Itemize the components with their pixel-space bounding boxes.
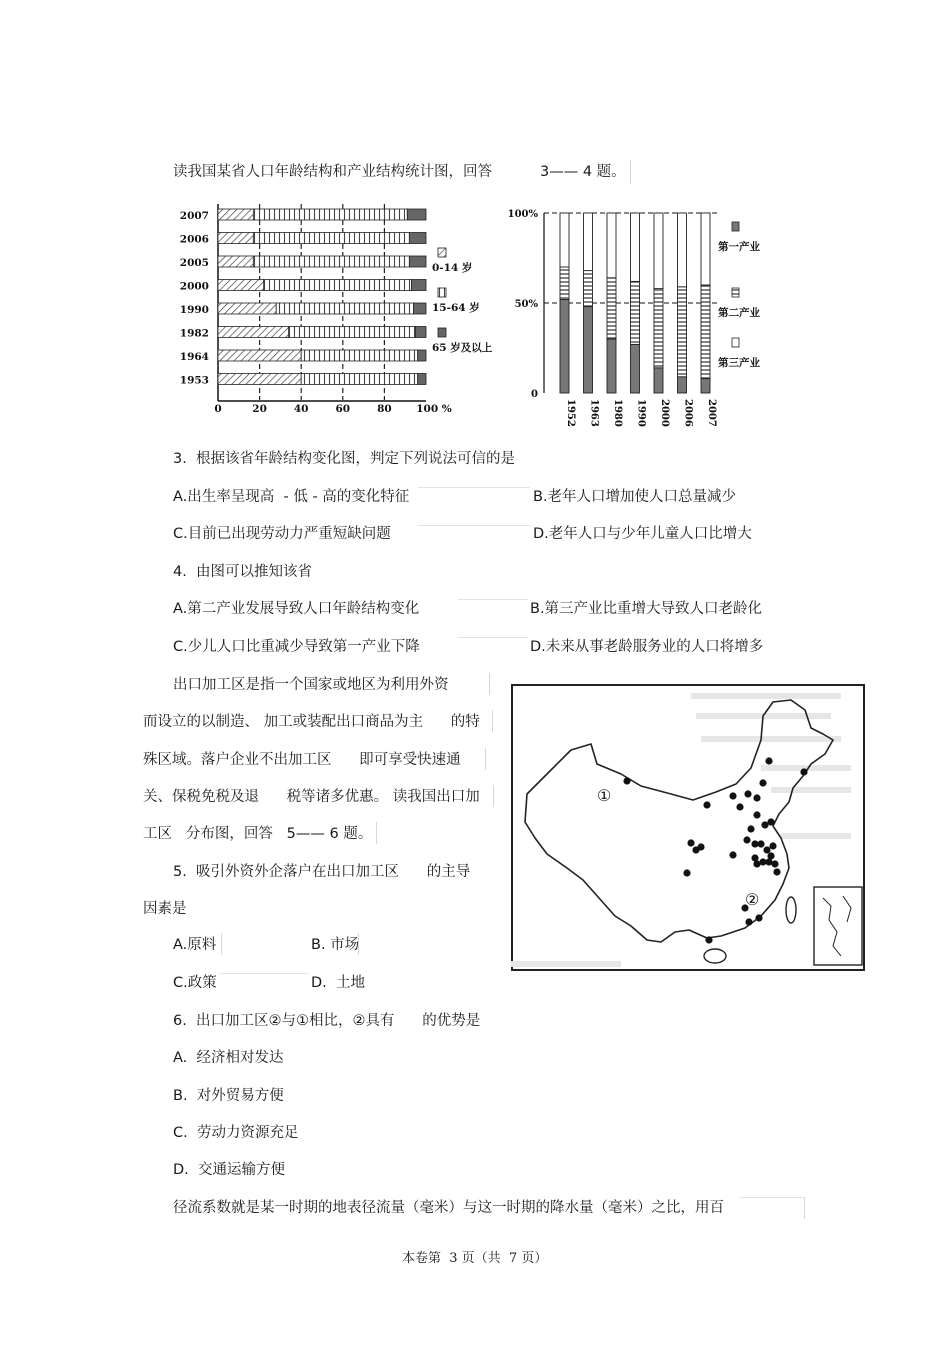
year-label: 1953 [179,374,209,387]
bar-segment [411,280,426,291]
year-label: 2006 [682,399,694,427]
passage-line: 殊区域。落户企业不出加工区 即可享受快速通 [143,752,461,768]
zone-marker [753,794,760,801]
text-edge [485,748,486,770]
zone-marker [729,792,736,799]
legend-swatch [732,338,739,347]
rule [220,973,308,974]
tick-label: 0 [531,389,538,400]
zone-label-2: ② [745,890,760,909]
q6-stem: 6. 出口加工区②与①相比，②具有 的优势是 [173,1013,481,1029]
q3-stem: 3. 根据该省年龄结构变化图，判定下列说法可信的是 [173,451,516,467]
year-label: 2000 [179,280,209,293]
zone-marker [767,818,774,825]
passage-line: 出口加工区是指一个国家或地区为利用外资 [173,677,449,693]
bar-segment [654,289,663,368]
year-label: 2007 [179,210,209,222]
zone-marker [753,811,760,818]
bar-segment [584,271,593,307]
export-zone-map [511,684,865,971]
page-footer: 本卷第 3 页（共 7 页） [402,1251,548,1266]
year-label: 2005 [179,257,209,269]
rule [740,1197,804,1198]
bar-segment [560,213,569,267]
q4-stem: 4. 由图可以推知该省 [173,564,313,580]
bar-segment [584,307,593,393]
passage-line: 而设立的以制造、 加工或装配出口商品为主 的特 [143,714,480,730]
tick-label: 60 [335,403,351,415]
zone-marker [763,846,770,853]
bar-segment [701,285,710,379]
bar-segment [631,344,640,393]
passage-line: 关、保税免税及退 税等诸多优惠。 读我国出口加 [143,789,480,805]
south-sea-inset [814,887,862,965]
text-edge [492,710,493,732]
q3-option-b[interactable]: B.老年人口增加使人口总量减少 [533,489,737,505]
q4-option-d[interactable]: D.未来从事老龄服务业的人口将增多 [530,639,764,655]
bar-segment [301,350,417,361]
industry-structure-chart [500,196,790,432]
tick-label: 100% [507,209,538,220]
bar-segment [218,256,253,267]
text-edge [376,822,377,844]
q5-stem: 5. 吸引外资外企落户在出口加工区 的主导 [173,864,471,880]
bar-segment [276,303,413,314]
legend-swatch [732,288,739,297]
year-label: 1964 [179,351,209,363]
text-edge [358,933,359,955]
bar-segment [218,350,301,361]
q5-stem-continued: 因素是 [143,901,187,917]
zone-marker [757,840,764,847]
year-label: 2000 [659,399,670,427]
year-label: 1990 [179,304,209,316]
q4-option-a[interactable]: A.第二产业发展导致人口年龄结构变化 [173,601,420,617]
rule [458,637,528,638]
bar-segment [407,209,426,220]
zone-marker [747,825,754,832]
bar-segment [218,209,253,220]
zone-marker [759,779,766,786]
bar-segment [701,379,710,393]
text-edge [493,785,494,807]
year-label: 1963 [588,399,600,427]
bar-segment [560,299,569,393]
legend-swatch [438,328,446,337]
zone-marker [736,803,743,810]
zone-marker [745,918,752,925]
tick-label: 20 [252,403,267,415]
rule [418,525,530,526]
tick-label: 80 [377,403,392,415]
legend-swatch [438,288,446,297]
bar-segment [678,213,687,287]
age-structure-chart [172,196,500,418]
year-label: 1952 [565,399,576,427]
legend-label: 65 岁及以上 [432,342,493,354]
zone-marker [683,869,690,876]
q5-option-b[interactable]: B. 市场 [311,937,360,953]
zone-marker [692,846,699,853]
text-edge [221,933,222,955]
bar-segment [678,287,687,377]
zone-marker [771,860,778,867]
q6-option-b[interactable]: B. 对外贸易方便 [173,1088,284,1104]
intro-text: 读我国某省人口年龄结构和产业结构统计图，回答 3—— 4 题。 [173,164,626,180]
legend-label: 第二产业 [718,307,760,319]
zone-marker [769,842,776,849]
zone-marker [729,851,736,858]
bar-segment [560,267,569,299]
rule [458,599,528,600]
bar-segment [289,327,416,338]
tick-label: 50% [514,299,538,310]
q5-option-c[interactable]: C.政策 [173,975,217,991]
bar-segment [416,327,426,338]
bar-segment [418,374,426,385]
legend-label: 0-14 岁 [432,262,473,274]
bar-segment [654,368,663,393]
year-label: 1980 [612,399,623,427]
legend-swatch [732,222,739,231]
rule [418,487,530,488]
zone-marker [743,836,750,843]
bar-segment [218,303,276,314]
bar-segment [301,374,417,385]
bar-segment [218,233,253,244]
bar-segment [409,233,426,244]
q6-option-d[interactable]: D. 交通运输方便 [173,1162,285,1178]
q3-option-d[interactable]: D.老年人口与少年儿童人口比增大 [533,526,752,542]
next-paragraph: 径流系数就是某一时期的地表径流量（毫米）与这一时期的降水量（毫米）之比，用百 [173,1200,724,1216]
text-edge [804,1197,805,1219]
bar-segment [607,278,616,339]
zone-marker [705,936,712,943]
bar-segment [218,327,289,338]
bar-segment [654,213,663,289]
tick-label: 40 [293,403,309,415]
q3-option-a[interactable]: A.出生率呈现高 - 低 - 高的变化特征 [173,489,410,505]
bar-segment [414,303,426,314]
passage-line: 工区 分布图，回答 5—— 6 题。 [143,826,373,842]
zone-marker [703,801,710,808]
tick-label: 100 % [416,403,452,415]
legend-label: 第三产业 [718,357,760,369]
q4-option-c[interactable]: C.少儿人口比重减少导致第一产业下降 [173,639,420,655]
zone-marker [623,777,630,784]
bar-segment [584,213,593,271]
bar-segment [253,256,409,267]
legend-label: 第一产业 [718,241,760,253]
zone-marker [744,790,751,797]
q4-option-b[interactable]: B.第三产业比重增大导致人口老龄化 [530,601,763,617]
q5-option-a[interactable]: A.原料 [173,937,217,953]
bar-segment [264,280,412,291]
q3-option-c[interactable]: C.目前已出现劳动力严重短缺问题 [173,526,391,542]
zone-marker [687,839,694,846]
zone-marker [751,854,758,861]
bar-segment [253,233,409,244]
q6-option-c[interactable]: C. 劳动力资源充足 [173,1125,299,1141]
year-label: 1990 [635,399,647,427]
zone-label-1: ① [597,786,612,805]
year-label: 1982 [179,327,209,340]
zone-marker [773,868,780,875]
zone-marker [755,914,762,921]
bar-segment [409,256,426,267]
q6-option-a[interactable]: A. 经济相对发达 [173,1050,284,1066]
bar-segment [418,350,426,361]
bar-segment [631,281,640,344]
legend-swatch [438,248,446,257]
bar-segment [631,213,640,281]
zone-marker [800,768,807,775]
bar-segment [607,339,616,393]
bar-segment [218,280,264,291]
year-label: 2006 [179,233,209,246]
tick-label: 0 [214,403,222,415]
q5-option-d[interactable]: D. 土地 [311,975,365,991]
bar-segment [253,209,407,220]
text-edge [489,673,490,695]
bar-segment [607,213,616,278]
bar-segment [701,213,710,285]
year-label: 2007 [706,399,717,427]
bar-segment [678,377,687,393]
zone-marker [765,757,772,764]
legend-label: 15-64 岁 [432,302,480,314]
text-edge [630,160,631,184]
bar-segment [218,374,301,385]
